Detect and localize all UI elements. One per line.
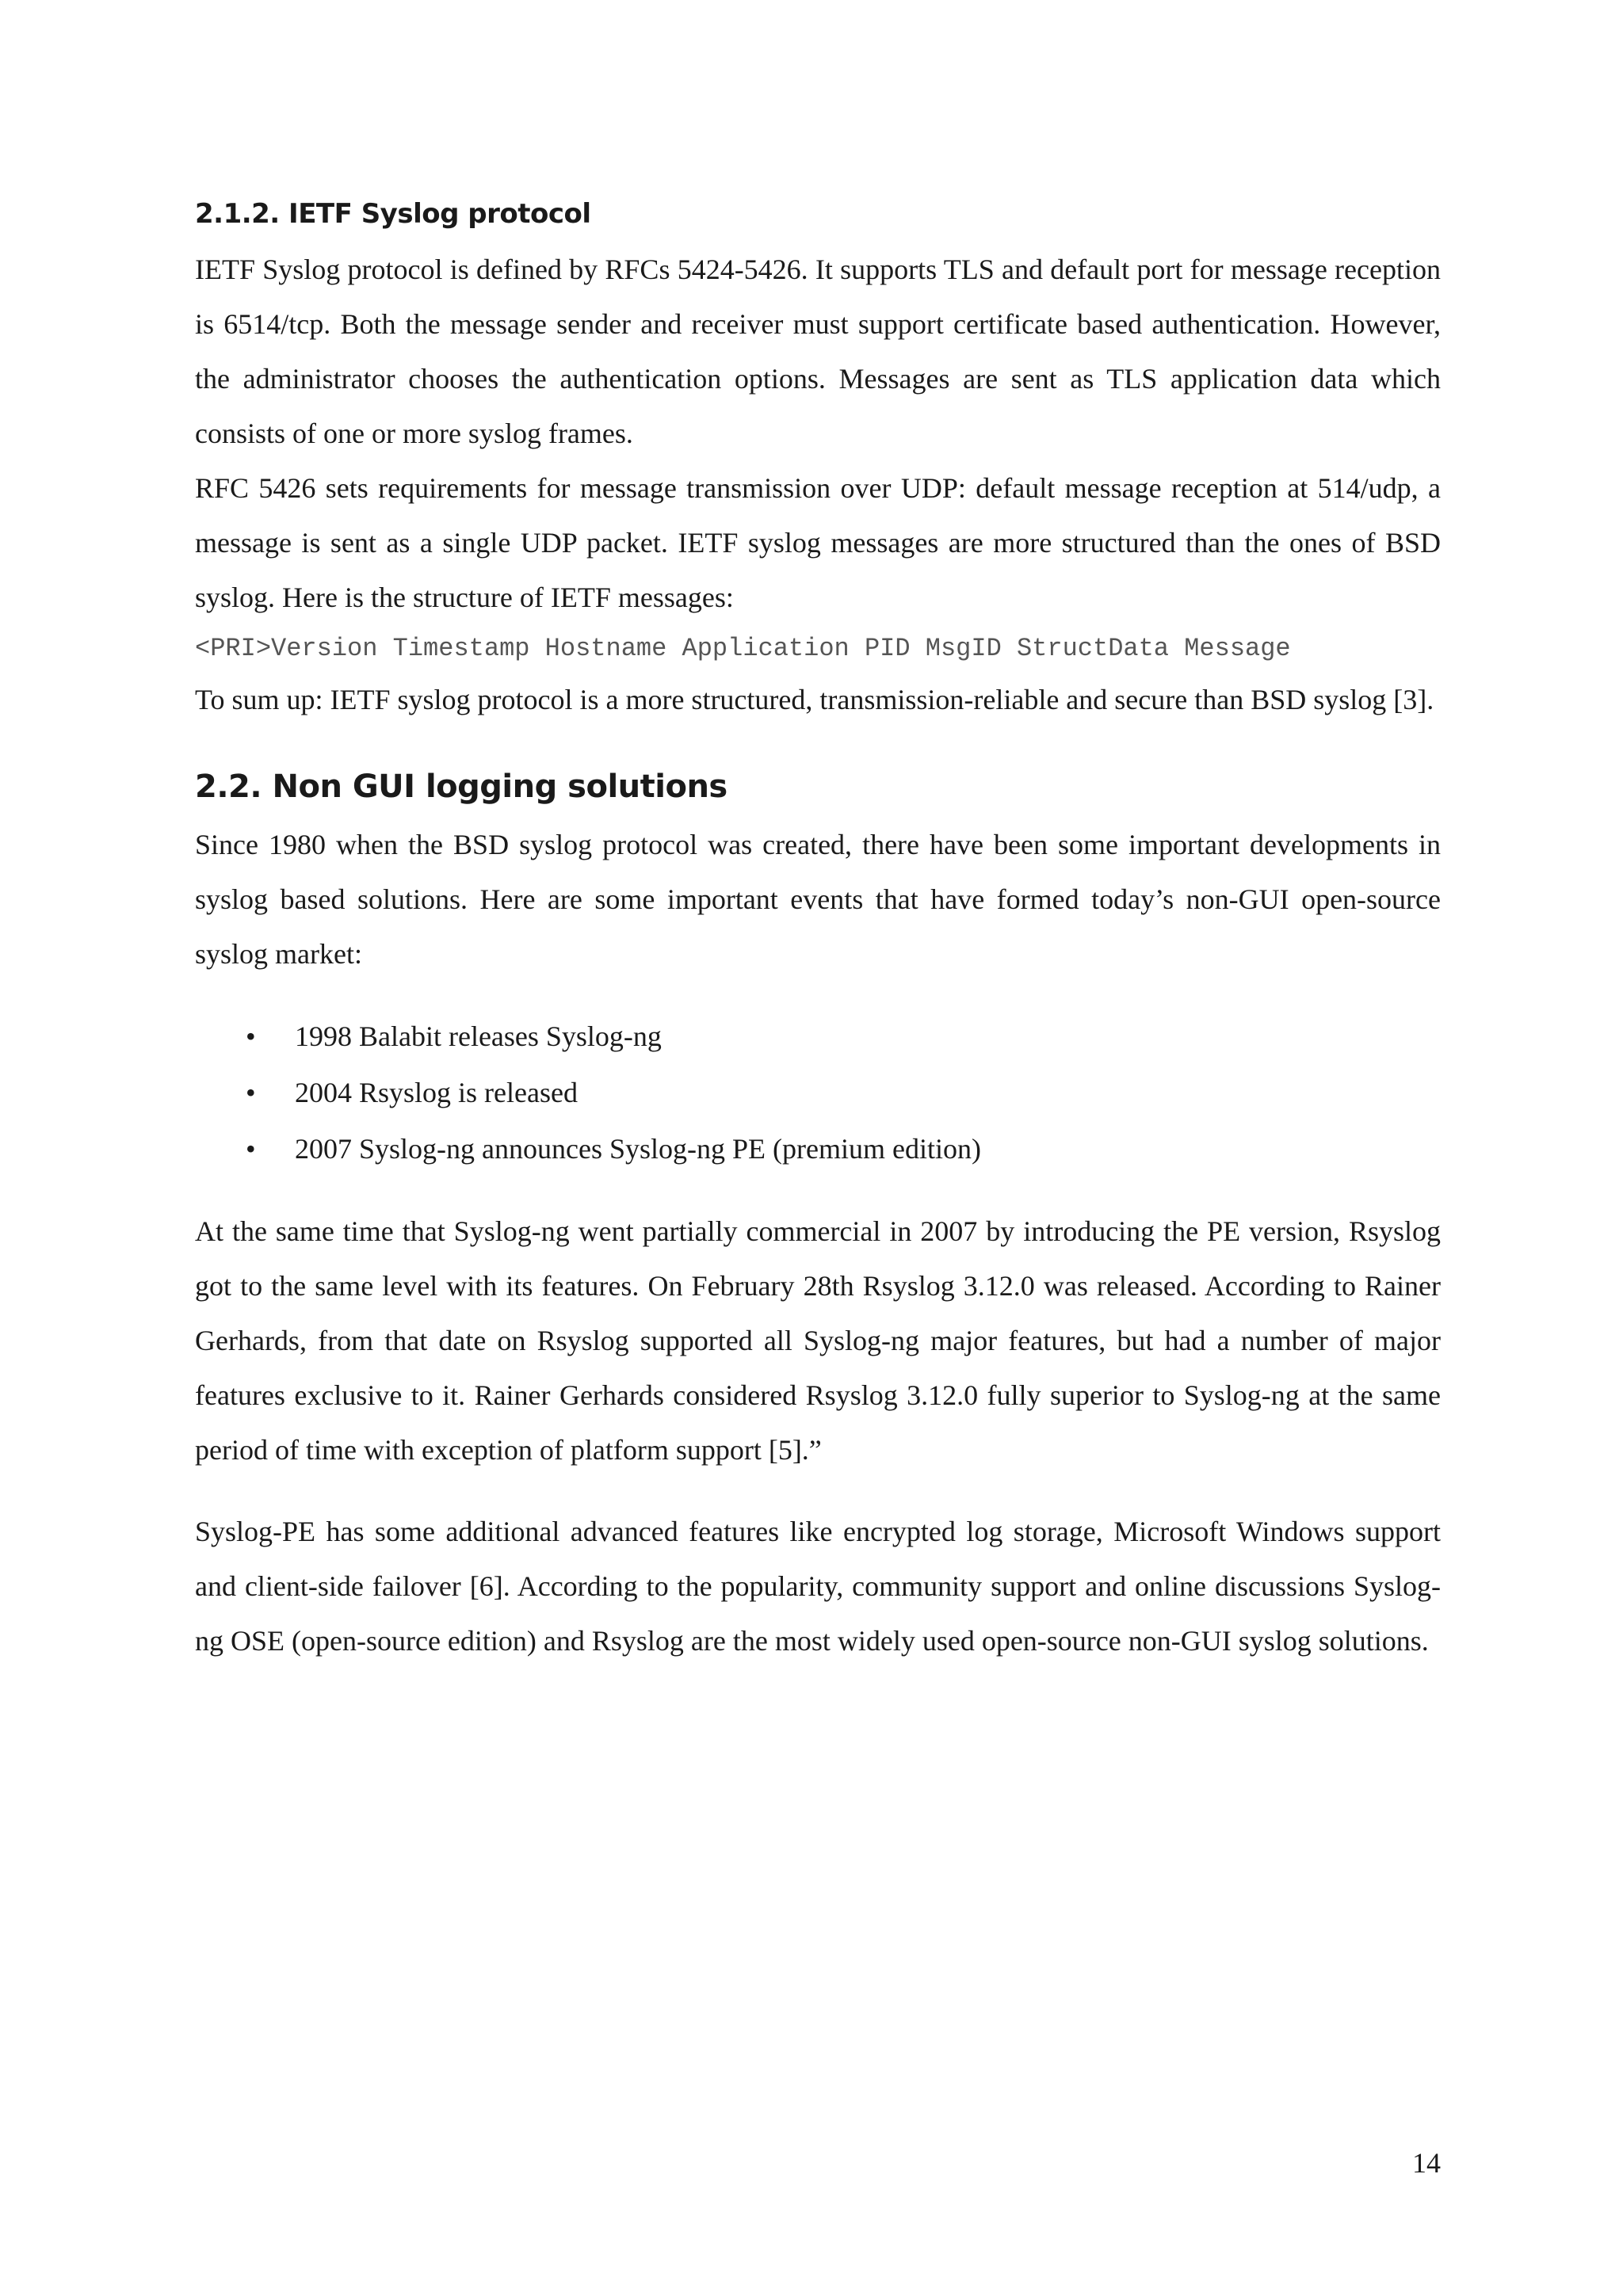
paragraph-rsyslog-vs-syslog-ng: At the same time that Syslog-ng went partially commercial in 2007 by introducing the PE version, Rsyslog got to the same level with its features. On February 28th Rsyslog 3.12.0 was released. According to Rainer Gerhards, from that date on Rsyslog supported all Syslog-ng major features, but had a number of major features exclusive to it. Rainer Gerhards considered Rsyslog 3.12.0 fully superior to Syslog-ng at the same period of time with exception of platform support [5].”	[195, 1215, 1441, 1466]
list-item-text: 2007 Syslog-ng announces Syslog-ng PE (premium edition)	[295, 1133, 981, 1165]
paragraph-syslog-pe-features: Syslog-PE has some additional advanced features like encrypted log storage, Microsoft Windows support and client-side failover [6]. According to the popularity, community support and online discussions Syslog-ng OSE (open-source edition) and Rsyslog are the most widely used open-source non-GUI syslog solutions.	[195, 1516, 1441, 1657]
page-number: 14	[1412, 2147, 1441, 2179]
list-item	[195, 1121, 1441, 1177]
bullet-icon: •	[246, 1077, 256, 1108]
paragraph-rfc5426: RFC 5426 sets requirements for message transmission over UDP: default message reception at 514/udp, a message is sent as a single UDP packet. IETF syslog messages are more structured than the ones of BSD syslog. Here is the structure of IETF messages:	[195, 472, 1441, 613]
page-content	[195, 190, 1441, 1669]
paragraph-ietf-definition: IETF Syslog protocol is defined by RFCs 5424-5426. It supports TLS and default port for message reception is 6514/tcp. Both the message sender and receiver must support certificate based authentication. However, the administrator chooses the authentication options. Messages are sent as TLS application data which consists of one or more syslog frames.	[195, 254, 1441, 449]
section-heading-ietf-syslog: 2.1.2. IETF Syslog protocol	[195, 198, 591, 230]
paragraph-non-gui-intro: Since 1980 when the BSD syslog protocol was created, there have been some important developments in syslog based solutions. Here are some important events that have formed today’s non-GUI open-source syslog market:	[195, 829, 1441, 970]
events-bullet-list	[195, 1009, 1441, 1177]
bullet-icon: •	[246, 1020, 256, 1052]
list-item-text: 1998 Balabit releases Syslog-ng	[295, 1020, 662, 1052]
bullet-icon: •	[246, 1133, 256, 1165]
code-ietf-message-structure: <PRI>Version Timestamp Hostname Application PID MsgID StructData Message	[195, 634, 1291, 663]
section-heading-non-gui-logging: 2.2. Non GUI logging solutions	[195, 769, 727, 805]
list-item-text: 2004 Rsyslog is released	[295, 1077, 578, 1108]
paragraph-ietf-summary: To sum up: IETF syslog protocol is a more structured, transmission-reliable and secure than BSD syslog [3].	[195, 684, 1434, 715]
list-item	[195, 1065, 1441, 1121]
list-item	[195, 1009, 1441, 1065]
